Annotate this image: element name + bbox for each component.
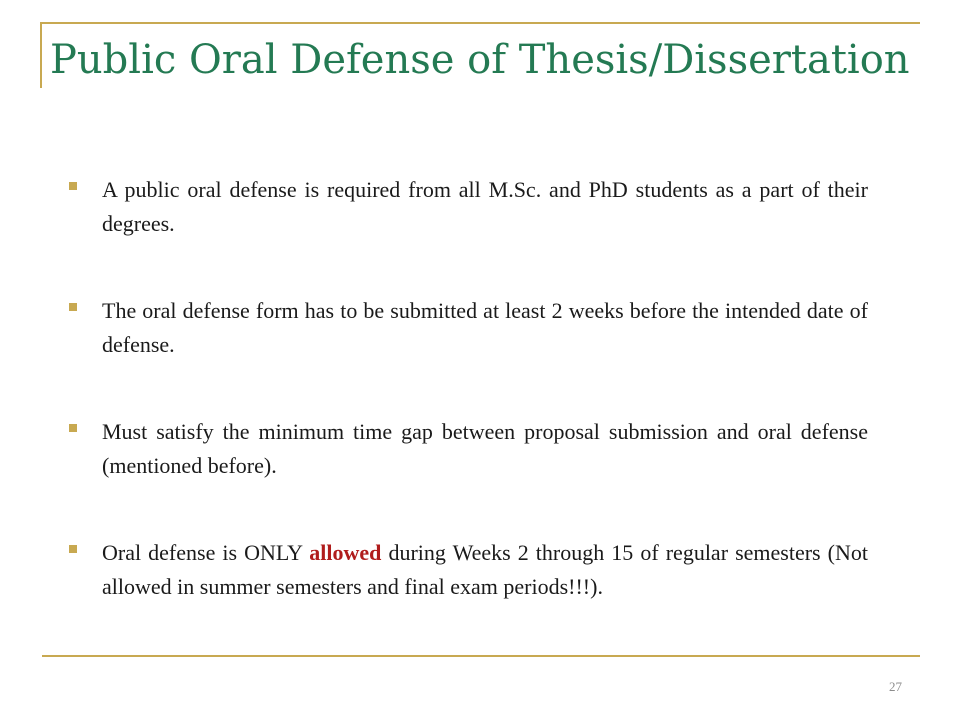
bullet-text: Must satisfy the minimum time gap between proposal submission and oral defense (mentioned before). [102,419,868,478]
bullet-item [66,173,868,241]
slide-title: Public Oral Defense of Thesis/Dissertation [50,37,910,83]
bullet-text: The oral defense form has to be submitted at least 2 weeks before the intended date of defense. [102,298,868,357]
square-bullet-icon [69,424,77,432]
bullet-item [66,294,868,362]
highlighted-word: allowed [309,540,382,565]
bullet-item [66,415,868,483]
bullet-text-before: Oral defense is ONLY [102,540,310,565]
bottom-divider [42,655,920,657]
page-number: 27 [889,679,902,694]
square-bullet-icon [69,303,77,311]
bullet-text: A public oral defense is required from all M.Sc. and PhD students as a part of their degrees. [102,177,868,236]
bullet-item [66,536,868,604]
bullet-text [102,536,868,604]
square-bullet-icon [69,545,77,553]
top-divider [40,22,920,24]
bullet-text-after: during Weeks 2 through 15 of regular semesters (Not allowed in summer semesters and final exam periods!!!). [102,540,868,599]
square-bullet-icon [69,182,77,190]
bullet-list [66,173,868,604]
left-divider [40,22,42,88]
